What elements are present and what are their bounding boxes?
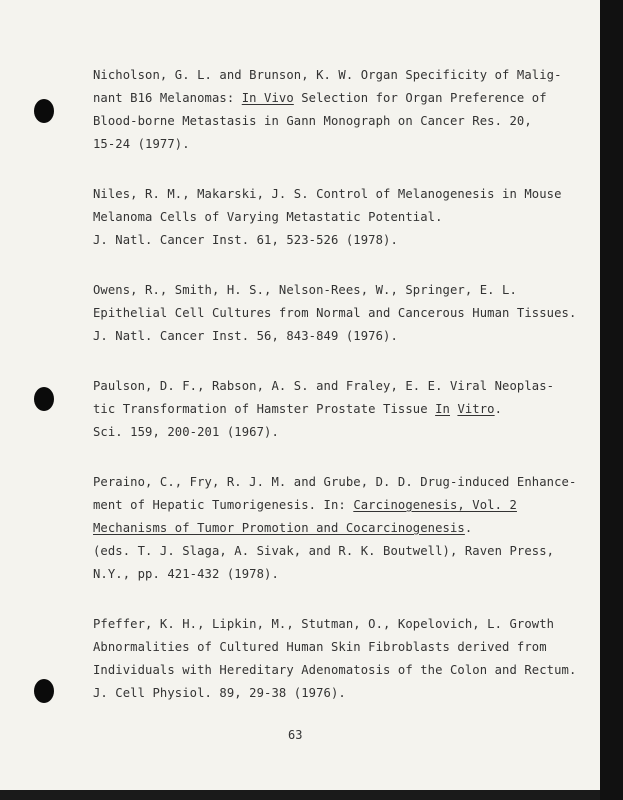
text-segment: N.Y., pp. 421-432 (1978). [93,567,279,581]
text-segment: Blood-borne Metastasis in Gann Monograph on Cancer Res. 20, [93,114,532,128]
text-segment: . [494,402,503,416]
text-segment: Melanoma Cells of Varying Metastatic Potential. [93,210,443,224]
text-segment: Selection for Organ Preference of [293,91,547,105]
underlined-text: Mechanisms of Tumor Promotion and Cocarcinogenesis [93,521,465,535]
reference-entry [93,375,563,444]
text-segment: Epithelial Cell Cultures from Normal and Cancerous Human Tissues. [93,306,577,320]
text-segment: Peraino, C., Fry, R. J. M. and Grube, D. D. Drug-induced Enhance- [93,475,577,489]
reference-entry [93,183,563,252]
binder-hole [34,99,54,123]
scan-border [600,0,623,800]
reference-entry [93,279,577,348]
text-segment: Nicholson, G. L. and Brunson, K. W. Organ Specificity of Malig- [93,68,562,82]
text-segment: nant B16 Melanomas: [93,91,242,105]
text-segment: Pfeffer, K. H., Lipkin, M., Stutman, O., Kopelovich, L. Growth [93,617,555,631]
reference-line [93,659,577,682]
reference-line [93,279,563,302]
page-number: 63 [288,728,303,742]
reference-line [93,421,563,444]
binder-hole [34,679,54,703]
text-segment: Paulson, D. F., Rabson, A. S. and Fraley, E. E. Viral Neoplas- [93,379,555,393]
reference-line [93,206,563,229]
text-segment: (eds. T. J. Slaga, A. Sivak, and R. K. Boutwell), Raven Press, [93,544,555,558]
text-segment: Individuals with Hereditary Adenomatosis of the Colon and Rectum. [93,663,577,677]
text-segment: ment of Hepatic Tumorigenesis. In: [93,498,354,512]
reference-line [93,563,563,586]
reference-line [93,229,563,252]
underlined-text: In [435,402,450,416]
reference-entry [93,64,563,156]
text-segment: J. Natl. Cancer Inst. 56, 843-849 (1976). [93,329,398,343]
underlined-text: In Vivo [241,91,294,105]
reference-line [93,398,563,421]
reference-line [93,540,563,563]
reference-entry [93,471,577,586]
reference-line [93,87,563,110]
reference-list [93,64,577,732]
text-segment: . [464,521,473,535]
reference-line [93,325,563,348]
reference-line [93,613,563,636]
binder-hole [34,387,54,411]
reference-line [93,110,563,133]
text-segment: Niles, R. M., Makarski, J. S. Control of Melanogenesis in Mouse [93,187,562,201]
reference-line [93,64,563,87]
reference-line [93,517,563,540]
text-segment: J. Cell Physiol. 89, 29-38 (1976). [93,686,346,700]
text-segment: Owens, R., Smith, H. S., Nelson-Rees, W., Springer, E. L. [93,283,517,297]
reference-line [93,133,563,156]
reference-line [93,183,563,206]
underlined-text: Vitro [457,402,495,416]
underlined-text: Carcinogenesis, Vol. 2 [353,498,517,512]
text-segment: 15-24 (1977). [93,137,190,151]
reference-entry [93,613,577,705]
text-segment: tic Transformation of Hamster Prostate Tissue [93,402,436,416]
text-segment: J. Natl. Cancer Inst. 61, 523-526 (1978). [93,233,398,247]
reference-line [93,636,563,659]
reference-line [93,375,563,398]
reference-line [93,471,577,494]
reference-line [93,494,563,517]
text-segment: Sci. 159, 200-201 (1967). [93,425,279,439]
reference-line [93,302,577,325]
reference-line [93,682,563,705]
text-segment: Abnormalities of Cultured Human Skin Fibroblasts derived from [93,640,547,654]
